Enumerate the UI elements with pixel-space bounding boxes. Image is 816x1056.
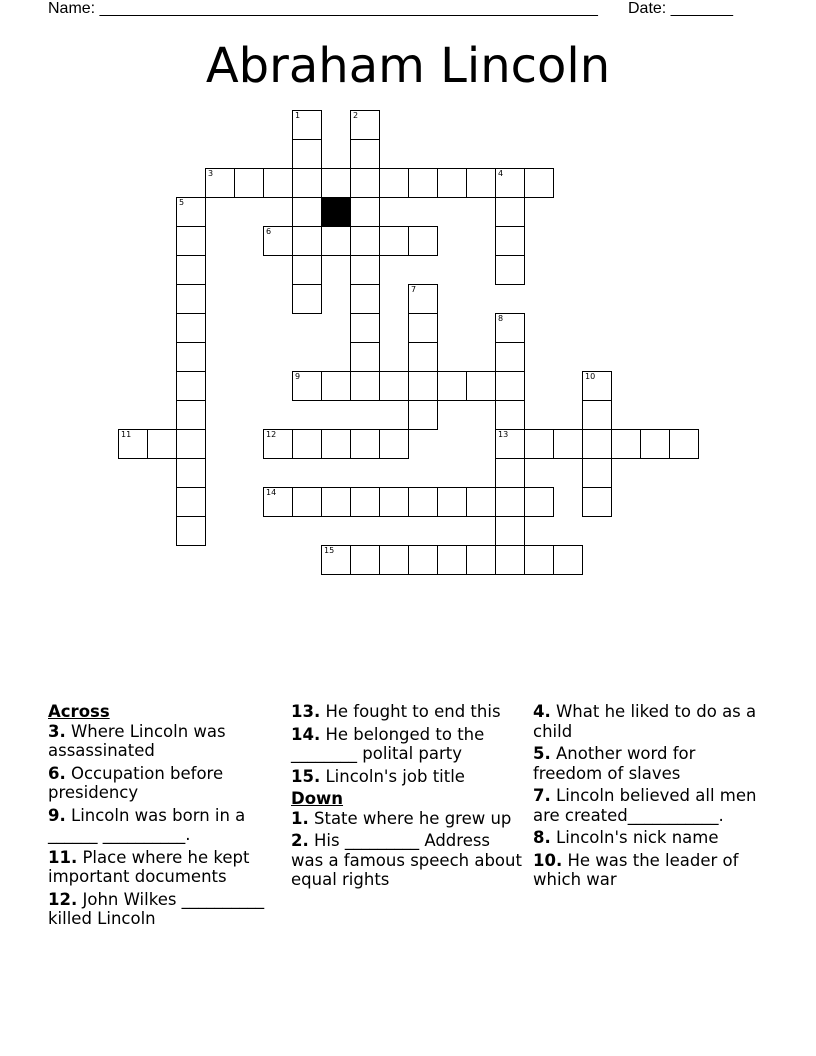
grid-cell[interactable]	[176, 255, 206, 285]
grid-cell[interactable]	[582, 458, 612, 488]
clue-number: 9	[295, 372, 301, 381]
clue-number: 2	[353, 111, 359, 120]
clue-number: 3.	[48, 721, 66, 741]
grid-cell[interactable]	[466, 545, 496, 575]
page-title: Abraham Lincoln	[205, 38, 611, 94]
clue-number: 13.	[291, 702, 321, 721]
grid-cell[interactable]	[263, 429, 293, 459]
grid-cell[interactable]	[640, 429, 670, 459]
grid-cell[interactable]	[495, 400, 525, 430]
clue-item	[533, 851, 769, 890]
grid-cell[interactable]	[582, 487, 612, 517]
clue-number: 5	[179, 198, 185, 207]
clue-item	[533, 744, 769, 783]
grid-cell[interactable]	[379, 371, 409, 401]
grid-cell[interactable]	[263, 226, 293, 256]
grid-cell[interactable]	[263, 168, 293, 198]
grid-cell[interactable]	[321, 371, 351, 401]
grid-cell[interactable]	[408, 487, 438, 517]
clue-number: 4	[498, 169, 504, 178]
grid-cell[interactable]	[176, 458, 206, 488]
grid-cell[interactable]	[176, 400, 206, 430]
grid-cell[interactable]	[582, 400, 612, 430]
grid-cell[interactable]	[350, 545, 380, 575]
clue-text: Where Lincoln was assassinated	[48, 721, 226, 760]
grid-cell[interactable]	[408, 226, 438, 256]
grid-cell[interactable]	[176, 342, 206, 372]
grid-cell[interactable]	[495, 313, 525, 343]
clue-text: He belonged to the ________ polital party	[291, 724, 485, 763]
grid-cell[interactable]	[176, 516, 206, 546]
clue-text: He was the leader of which war	[533, 850, 739, 889]
across-heading: Across	[48, 702, 110, 721]
grid-cell[interactable]	[350, 197, 380, 227]
grid-cell[interactable]	[495, 226, 525, 256]
clues-column-1	[48, 702, 284, 932]
clue-item	[291, 767, 527, 787]
clue-text: John Wilkes __________ killed Lincoln	[48, 889, 265, 928]
grid-cell[interactable]	[437, 487, 467, 517]
grid-cell[interactable]	[495, 545, 525, 575]
grid-cell[interactable]	[321, 545, 351, 575]
grid-cell[interactable]	[408, 342, 438, 372]
grid-cell[interactable]	[553, 429, 583, 459]
grid-cell[interactable]	[292, 226, 322, 256]
clue-item	[48, 848, 284, 887]
grid-cell[interactable]	[466, 487, 496, 517]
grid-cell[interactable]	[321, 226, 351, 256]
grid-cell[interactable]	[437, 168, 467, 198]
clue-item	[291, 831, 527, 890]
grid-cell[interactable]	[350, 255, 380, 285]
across-clues-list-cont	[291, 702, 527, 786]
clues-column-2	[291, 702, 527, 893]
clue-item	[48, 890, 284, 929]
clue-number: 8.	[533, 828, 551, 847]
grid-cell[interactable]	[321, 168, 351, 198]
clue-number: 15	[324, 546, 335, 555]
grid-cell[interactable]	[524, 168, 554, 198]
clue-number: 1.	[291, 808, 309, 828]
grid-cell[interactable]	[176, 197, 206, 227]
clue-item	[291, 725, 527, 764]
grid-cell[interactable]	[524, 429, 554, 459]
grid-cell[interactable]	[495, 371, 525, 401]
clue-number: 3	[208, 169, 214, 178]
clue-number: 1	[295, 111, 301, 120]
grid-cell[interactable]	[176, 226, 206, 256]
grid-block	[321, 197, 351, 227]
clue-item	[48, 722, 284, 761]
grid-cell[interactable]	[292, 197, 322, 227]
grid-cell[interactable]	[466, 168, 496, 198]
grid-cell[interactable]	[524, 487, 554, 517]
grid-cell[interactable]	[582, 371, 612, 401]
clue-text: Place where he kept important documents	[48, 847, 250, 886]
down-clues-list	[291, 809, 527, 890]
clue-item	[291, 702, 527, 722]
clue-number: 11	[121, 430, 132, 439]
grid-cell[interactable]	[495, 487, 525, 517]
grid-cell[interactable]	[669, 429, 699, 459]
grid-cell[interactable]	[437, 371, 467, 401]
clue-number: 11.	[48, 847, 78, 867]
clue-number: 13	[498, 430, 509, 439]
grid-cell[interactable]	[292, 487, 322, 517]
grid-cell[interactable]	[292, 284, 322, 314]
clue-number: 6	[266, 227, 272, 236]
clue-number: 14.	[291, 724, 321, 744]
clue-item	[48, 764, 284, 803]
grid-cell[interactable]	[408, 284, 438, 314]
grid-cell[interactable]	[350, 168, 380, 198]
grid-cell[interactable]	[379, 168, 409, 198]
date-field[interactable]: Date: _______	[628, 0, 733, 17]
grid-cell[interactable]	[379, 487, 409, 517]
grid-cell[interactable]	[495, 255, 525, 285]
grid-cell[interactable]	[292, 429, 322, 459]
grid-cell[interactable]	[408, 168, 438, 198]
grid-cell[interactable]	[234, 168, 264, 198]
clue-number: 7.	[533, 786, 551, 805]
clue-text: What he liked to do as a child	[533, 702, 757, 741]
grid-cell[interactable]	[176, 284, 206, 314]
grid-cell[interactable]	[379, 545, 409, 575]
grid-cell[interactable]	[292, 168, 322, 198]
clue-text: Lincoln's job title	[320, 766, 465, 786]
grid-cell[interactable]	[350, 284, 380, 314]
grid-cell[interactable]	[205, 168, 235, 198]
clue-number: 14	[266, 488, 277, 497]
clue-text: Lincoln believed all men are created___________.	[533, 786, 757, 825]
clue-text: He fought to end this	[320, 702, 501, 721]
grid-cell[interactable]	[176, 313, 206, 343]
grid-cell[interactable]	[611, 429, 641, 459]
grid-cell[interactable]	[495, 168, 525, 198]
grid-cell[interactable]	[495, 429, 525, 459]
clue-item	[533, 828, 769, 848]
grid-cell[interactable]	[350, 342, 380, 372]
grid-cell[interactable]	[176, 487, 206, 517]
grid-cell[interactable]	[292, 371, 322, 401]
clue-number: 8	[498, 314, 504, 323]
clue-text: Another word for freedom of slaves	[533, 744, 696, 783]
grid-cell[interactable]	[350, 139, 380, 169]
grid-cell[interactable]	[321, 487, 351, 517]
clue-item	[48, 806, 284, 845]
grid-cell[interactable]	[118, 429, 148, 459]
down-clues-list-cont	[533, 702, 769, 890]
grid-cell[interactable]	[379, 429, 409, 459]
grid-cell[interactable]	[379, 226, 409, 256]
clue-text: State where he grew up	[308, 808, 512, 828]
grid-cell[interactable]	[292, 110, 322, 140]
clue-number: 4.	[533, 702, 551, 721]
grid-cell[interactable]	[495, 458, 525, 488]
grid-cell[interactable]	[176, 371, 206, 401]
grid-cell[interactable]	[263, 487, 293, 517]
grid-cell[interactable]	[350, 429, 380, 459]
grid-cell[interactable]	[292, 139, 322, 169]
clue-text: His _________ Address was a famous speech about equal rights	[291, 831, 522, 889]
grid-cell[interactable]	[292, 255, 322, 285]
grid-cell[interactable]	[350, 487, 380, 517]
clue-text: Lincoln's nick name	[550, 828, 719, 847]
clue-item	[533, 702, 769, 741]
grid-cell[interactable]	[495, 197, 525, 227]
grid-cell[interactable]	[466, 371, 496, 401]
clue-text: Occupation before presidency	[48, 763, 224, 802]
grid-cell[interactable]	[350, 313, 380, 343]
clues-column-3	[533, 702, 769, 893]
grid-cell[interactable]	[495, 516, 525, 546]
grid-cell[interactable]	[408, 313, 438, 343]
grid-cell[interactable]	[408, 545, 438, 575]
clue-text: Lincoln was born in a ______ __________.	[48, 805, 246, 844]
grid-cell[interactable]	[350, 110, 380, 140]
clue-number: 12	[266, 430, 277, 439]
grid-cell[interactable]	[437, 545, 467, 575]
grid-cell[interactable]	[176, 429, 206, 459]
clue-number: 10	[585, 372, 596, 381]
clue-number: 7	[411, 285, 417, 294]
down-heading: Down	[291, 789, 344, 808]
clue-number: 6.	[48, 763, 66, 783]
clue-number: 5.	[533, 744, 551, 763]
clue-item	[533, 786, 769, 825]
grid-cell[interactable]	[147, 429, 177, 459]
clue-number: 9.	[48, 805, 66, 825]
grid-cell[interactable]	[321, 429, 351, 459]
grid-cell[interactable]	[495, 342, 525, 372]
across-clues-list	[48, 722, 284, 929]
name-field[interactable]: Name: ________________________________________________________	[48, 0, 598, 17]
clue-number: 15.	[291, 766, 321, 786]
grid-cell[interactable]	[582, 429, 612, 459]
clue-number: 2.	[291, 831, 309, 850]
grid-cell[interactable]	[408, 371, 438, 401]
grid-cell[interactable]	[408, 400, 438, 430]
clue-item	[291, 809, 527, 829]
clue-number: 10.	[533, 850, 563, 870]
grid-cell[interactable]	[524, 545, 554, 575]
clue-number: 12.	[48, 889, 78, 909]
grid-cell[interactable]	[350, 226, 380, 256]
grid-cell[interactable]	[553, 545, 583, 575]
grid-cell[interactable]	[350, 371, 380, 401]
